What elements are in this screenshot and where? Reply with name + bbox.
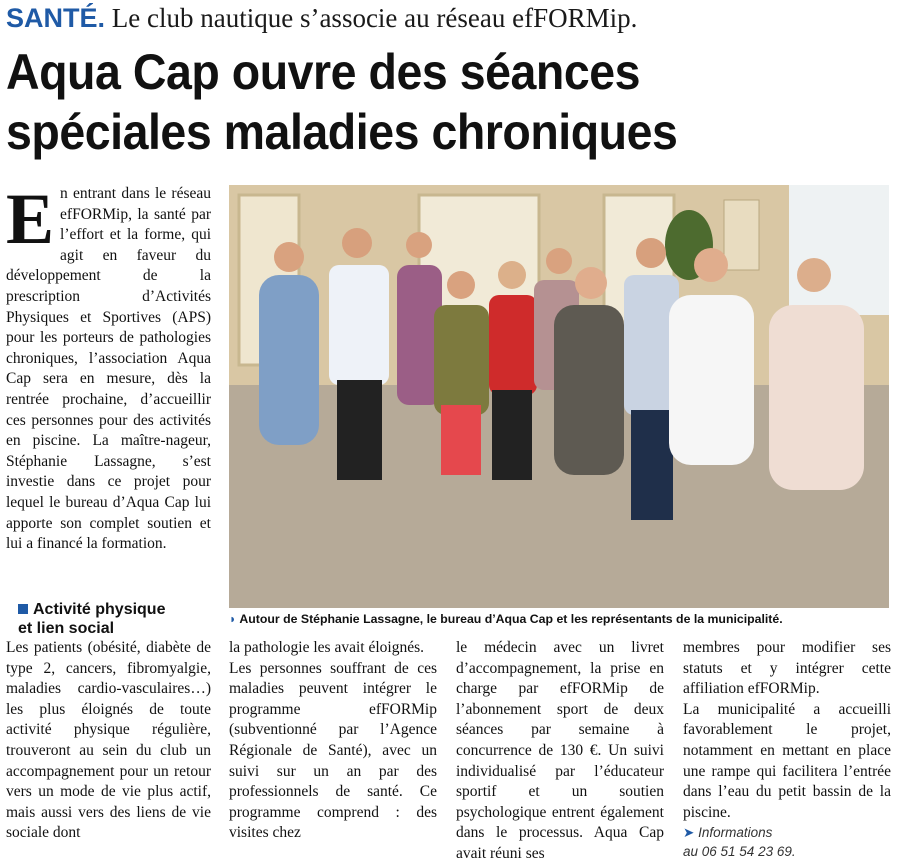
headline-line-2: spéciales maladies chroniques — [6, 104, 678, 160]
headline — [6, 42, 838, 162]
column-3: le médecin avec un livret d’accompagnement, la prise en charge par efFORMip de l’abonnement sport de deux séances par semaine à concurrence de 130 €. Un suivi individualisé par l’éducateur sportif et un soutien psychologique entrent également dans le processus. Aqua Cap avait réuni ses — [456, 639, 664, 862]
caption-text: Autour de Stéphanie Lassagne, le bureau d’Aqua Cap et les représentants de la municipalité. — [239, 612, 783, 626]
subheading — [18, 600, 218, 638]
subheading-line-1: Activité physique — [33, 601, 166, 618]
headline-line-1: Aqua Cap ouvre des séances — [6, 44, 641, 100]
arrow-right-icon: ➤ — [683, 825, 695, 841]
column-2-paragraph-2: Les personnes souffrant de ces maladies peuvent intégrer le programme efFORMip (subventionné par l’Agence Régionale de Santé), avec un suivi sur un an par des professionnels de santé. Ce programme comprend : des visites chez — [229, 659, 437, 842]
square-bullet-icon — [18, 604, 28, 614]
photo-caption — [229, 611, 889, 627]
column-1: Les patients (obésité, diabète de type 2, cancers, fibromyalgie, maladies cardio-vasculaires…) les plus éloignés de toute activité physique régulière, trouveront au sein du club un accompagnement pour un retour vers un mode de vie plus actif, mais aussi vers des liens de vie sociale dont — [6, 639, 211, 842]
info-phone: au 06 51 54 23 69. — [683, 844, 796, 860]
column-4-paragraph-1: membres pour modifier ses statuts et y intégrer cette affiliation efFORMip. — [683, 639, 891, 698]
column-2-paragraph-1: la pathologie les avait éloignés. — [229, 639, 424, 656]
kicker-text: Le club nautique s’associe au réseau efFORMip. — [111, 3, 638, 33]
drop-cap: E — [6, 179, 55, 259]
lead-text: n entrant dans le réseau efFORMip, la santé par l’effort et la forme, qui agit en faveur du développement de la prescription d’Activités Physiques et Sportives (APS) pour les porteurs de pathologies chroniques, l’association Aqua Cap sera en mesure, dès la rentrée prochaine, d’accueillir ces personnes pour des activités en piscine. La maître-nageur, Stéphanie Lassagne, s’est investie dans ce projet pour lequel le bureau d’Aqua Cap lui apporte son complet soutien et lui a financé la formation. — [6, 185, 211, 553]
lead-paragraph — [6, 179, 211, 555]
caption-arrow-icon: ◗ — [229, 612, 237, 626]
kicker — [6, 2, 637, 34]
group-photo-illustration — [229, 185, 889, 608]
column-4 — [683, 638, 891, 861]
column-2 — [229, 638, 437, 844]
subheading-line-2: et lien social — [18, 620, 115, 637]
contact-info — [683, 823, 891, 861]
section-tag: SANTÉ. — [6, 3, 106, 33]
info-label: Informations — [698, 825, 773, 841]
column-4-paragraph-2: La municipalité a accueilli favorablement le projet, notamment en mettant en place une rampe qui facilitera l’entrée dans l’eau du petit bassin de la piscine. — [683, 700, 891, 821]
group-photo — [229, 185, 889, 608]
